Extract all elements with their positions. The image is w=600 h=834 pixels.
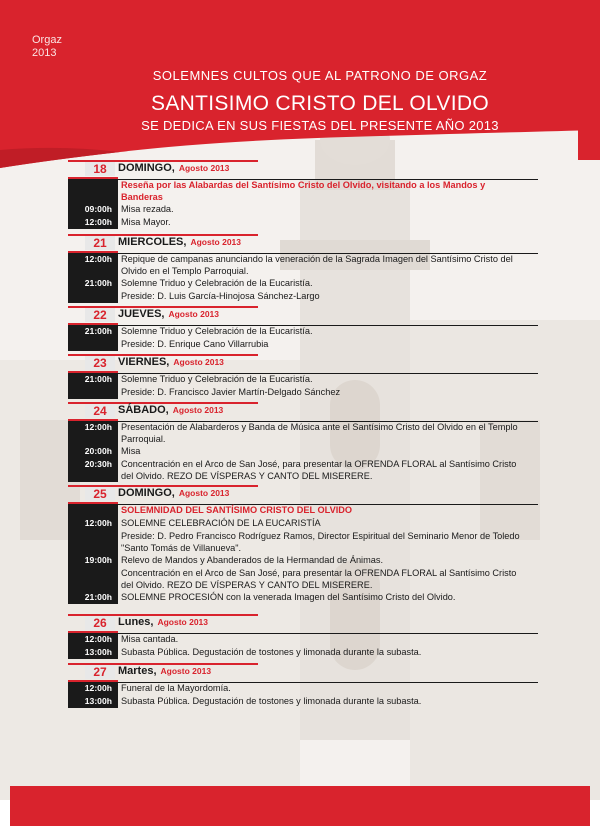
event-time: 21:00h: [84, 592, 112, 602]
place-year-label: [32, 34, 62, 60]
day-events: [68, 373, 528, 399]
day-header: [68, 402, 528, 421]
day-name: [118, 356, 224, 368]
event-time: 20:30h: [84, 459, 112, 469]
day-number: 27: [85, 665, 115, 679]
month-label: Agosto 2013: [178, 163, 230, 173]
header-line-1: SOLEMNES CULTOS QUE AL PATRONO DE ORGAZ: [152, 68, 488, 83]
event-description: Preside: D. Pedro Francisco Rodríguez Ramos, Director Espiritual del Seminario Menor de Toledo "Santo Tomás de Villanueva".: [121, 531, 520, 553]
event-row: [68, 373, 528, 386]
event-row: [68, 530, 528, 554]
day-events: [68, 253, 528, 303]
event-description: Subasta Pública. Degustación de tostones y limonada durante la subasta.: [121, 696, 422, 706]
month-label: Agosto 2013: [173, 357, 224, 367]
event-row: [68, 517, 528, 530]
day-header: [68, 160, 528, 179]
event-description: Concentración en el Arco de San José, para presentar la OFRENDA FLORAL al Santísimo Cristo del Olvido. REZO DE VÍSPERAS Y CANTO DEL MISERERE.: [121, 459, 517, 481]
day-name: [118, 162, 229, 174]
event-time: 12:00h: [84, 634, 112, 644]
month-label: Agosto 2013: [160, 666, 212, 676]
weekday: MIERCOLES,: [118, 236, 187, 248]
month-label: Agosto 2013: [172, 405, 224, 415]
day-section: [68, 614, 528, 659]
day-section: [68, 485, 528, 604]
event-description: SOLEMNE CELEBRACIÓN DE LA EUCARISTÍA: [121, 518, 321, 528]
header-banner: [0, 0, 600, 170]
event-row: [68, 277, 528, 290]
event-description: Misa rezada.: [121, 204, 174, 214]
event-row: [68, 567, 528, 591]
month-label: Agosto 2013: [157, 617, 208, 627]
day-events: [68, 179, 528, 229]
event-time: 13:00h: [84, 696, 112, 706]
event-description: Misa Mayor.: [121, 217, 171, 227]
day-header: [68, 354, 528, 373]
event-description: Solemne Triduo y Celebración de la Eucaristía.: [121, 278, 313, 288]
event-row: [68, 290, 528, 303]
event-time: 12:00h: [84, 217, 112, 227]
month-label: Agosto 2013: [190, 237, 241, 247]
day-name: [118, 665, 211, 677]
day-name: [118, 308, 219, 320]
event-row: [68, 554, 528, 567]
event-time: 21:00h: [84, 326, 112, 336]
month-label: Agosto 2013: [178, 488, 230, 498]
event-row: [68, 682, 528, 695]
event-description: Solemne Triduo y Celebración de la Eucaristía.: [121, 374, 313, 384]
weekday: SÁBADO,: [118, 404, 169, 416]
event-row: [68, 253, 528, 277]
day-header: [68, 614, 528, 633]
header-line-3: SE DEDICA EN SUS FIESTAS DEL PRESENTE AÑO 2013: [141, 118, 499, 133]
event-row: [68, 445, 528, 458]
day-name: [118, 236, 241, 248]
day-number: 21: [85, 236, 115, 250]
event-row: [68, 325, 528, 338]
day-events: [68, 325, 528, 351]
event-time: 12:00h: [84, 683, 112, 693]
event-time: 20:00h: [84, 446, 112, 456]
day-number: 22: [85, 308, 115, 322]
event-row: [68, 591, 528, 604]
weekday: VIERNES,: [118, 356, 170, 368]
event-row: [68, 203, 528, 216]
schedule: [68, 160, 528, 708]
day-section: [68, 234, 528, 303]
day-events: [68, 504, 528, 604]
event-description: Preside: D. Enrique Cano Villarrubia: [121, 339, 269, 349]
event-time: 21:00h: [84, 278, 112, 288]
event-row: [68, 458, 528, 482]
day-number: 18: [85, 162, 115, 176]
event-row: [68, 338, 528, 351]
day-section: [68, 306, 528, 351]
event-row: [68, 633, 528, 646]
event-time: 12:00h: [84, 254, 112, 264]
event-description: Subasta Pública. Degustación de tostones y limonada durante la subasta.: [121, 647, 422, 657]
weekday: DOMINGO,: [118, 162, 175, 174]
event-time: 13:00h: [84, 647, 112, 657]
weekday: DOMINGO,: [118, 487, 175, 499]
event-description: Relevo de Mandos y Abanderados de la Hermandad de Ánimas.: [121, 555, 384, 565]
day-name: [118, 404, 223, 416]
event-row: [68, 504, 528, 517]
event-time: 12:00h: [84, 422, 112, 432]
day-events: [68, 421, 528, 482]
day-events: [68, 633, 528, 659]
weekday: Lunes,: [118, 616, 154, 628]
day-number: 23: [85, 356, 115, 370]
day-header: [68, 234, 528, 253]
day-number: 24: [85, 404, 115, 418]
event-description: Presentación de Alabarderos y Banda de Música ante el Santísimo Cristo del Olvido en el Templo Parroquial.: [121, 422, 518, 444]
event-description: Funeral de la Mayordomía.: [121, 683, 231, 693]
event-time: 19:00h: [84, 555, 112, 565]
weekday: Martes,: [118, 665, 157, 677]
event-row: [68, 646, 528, 659]
event-description: SOLEMNE PROCESIÓN con la venerada Imagen del Santísimo Cristo del Olvido.: [121, 592, 456, 602]
day-section: [68, 160, 528, 229]
day-number: 25: [85, 487, 115, 501]
event-row: [68, 216, 528, 229]
event-description: Misa: [121, 446, 141, 456]
day-number: 26: [85, 616, 115, 630]
day-section: [68, 402, 528, 482]
footer-bar: [10, 786, 590, 826]
event-description: Misa cantada.: [121, 634, 179, 644]
weekday: JUEVES,: [118, 308, 165, 320]
year-label: 2013: [32, 47, 57, 59]
event-description: Concentración en el Arco de San José, para presentar la OFRENDA FLORAL al Santísimo Cristo del Olvido. REZO DE VÍSPERAS Y CANTO DEL MISERERE.: [121, 568, 517, 590]
day-section: [68, 663, 528, 708]
event-row: [68, 421, 528, 445]
event-description: Repique de campanas anunciando la veneración de la Sagrada Imagen del Santísimo Cristo del Olvido en el Templo Parroquial.: [121, 254, 513, 276]
event-time: 21:00h: [84, 374, 112, 384]
day-header: [68, 306, 528, 325]
event-description: SOLEMNIDAD DEL SANTÍSIMO CRISTO DEL OLVIDO: [121, 505, 353, 515]
event-description: Preside: D. Luis García-Hinojosa Sánchez-Largo: [121, 291, 320, 301]
day-section: [68, 354, 528, 399]
event-time: 12:00h: [84, 518, 112, 528]
event-description: Solemne Triduo y Celebración de la Eucaristía.: [121, 326, 313, 336]
place-name: Orgaz: [32, 34, 62, 46]
day-events: [68, 682, 528, 708]
event-row: [68, 179, 528, 203]
day-name: [118, 616, 208, 628]
event-description: Reseña por las Alabardas del Santísimo Cristo del Olvido, visitando a los Mandos y Banderas: [121, 180, 486, 202]
event-time: 09:00h: [84, 204, 112, 214]
event-row: [68, 695, 528, 708]
event-row: [68, 386, 528, 399]
day-header: [68, 485, 528, 504]
day-name: [118, 487, 229, 499]
day-header: [68, 663, 528, 682]
header-title: SANTISIMO CRISTO DEL OLVIDO: [151, 92, 489, 115]
event-description: Preside: D. Francisco Javier Martín-Delgado Sánchez: [121, 387, 341, 397]
month-label: Agosto 2013: [168, 309, 220, 319]
